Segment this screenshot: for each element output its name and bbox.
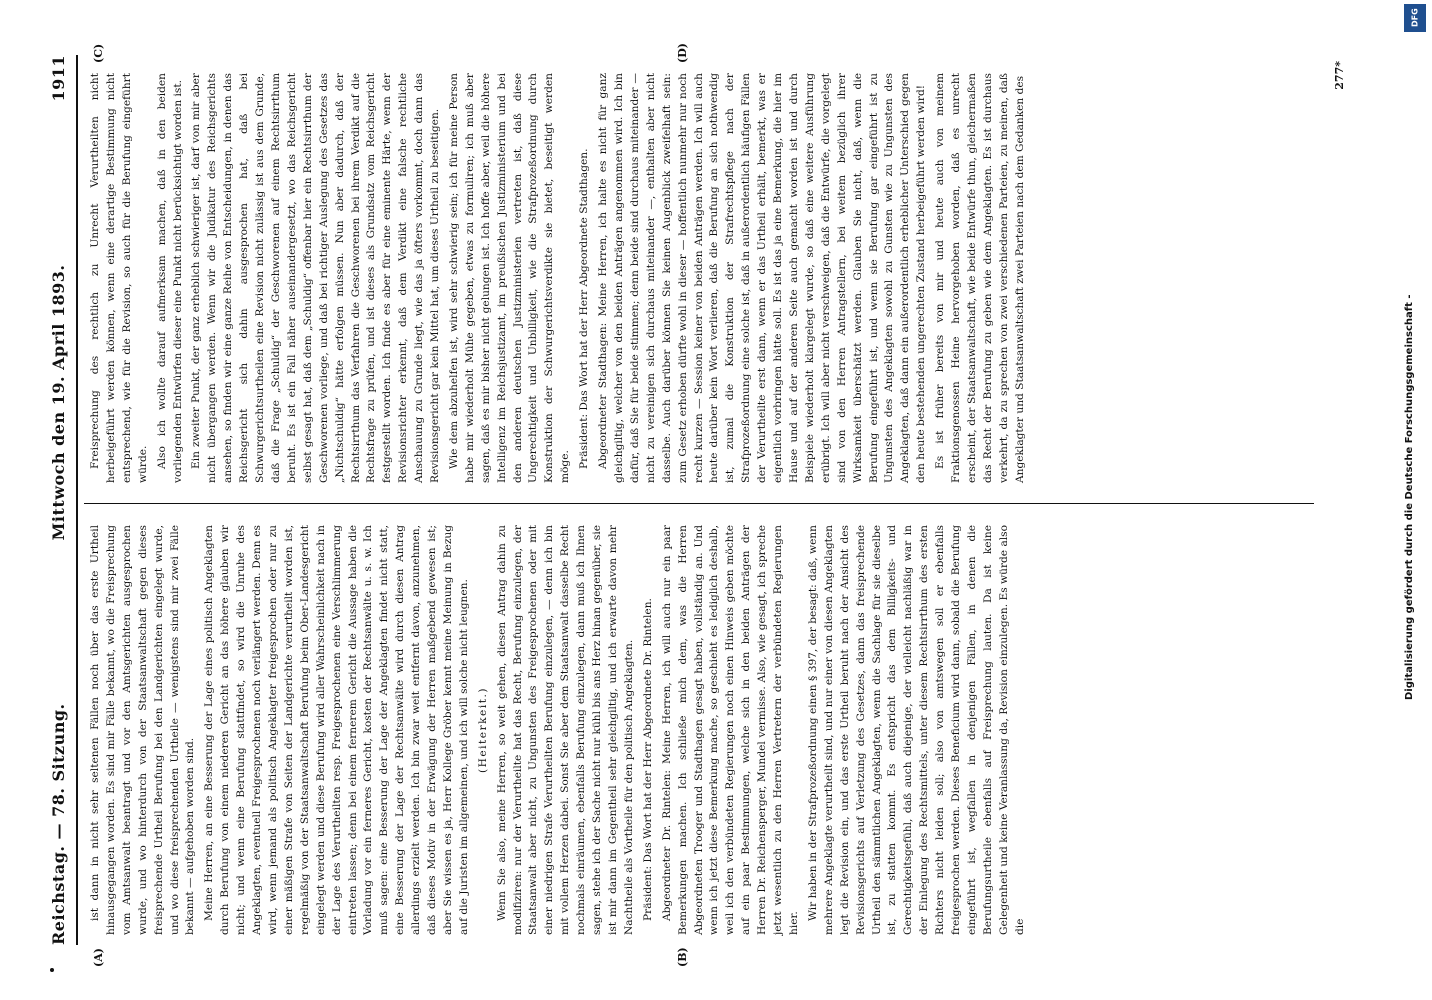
scan-speck — [50, 968, 54, 972]
interjection: (Heiterkeit.) — [476, 687, 489, 773]
paragraph: Abgeordneter Stadthagen: Meine Herren, ich halte es nicht für ganz gleichgiltig, welcher von den beiden Anträgen angenommen wird. Ich bin dafür, daß Sie für beide stimmen; denn beide sind durchaus miteinander — nicht zu vereinigen sich durchaus miteinander —, enthalten aber nicht dasselbe. Auch darüber können Sie keinen Augenblick zweifelhaft sein: zum Gesetz erhoben dürfte wohl in dieser — hoffentlich nunmehr nur noch recht kurzen — Session keiner von beiden Anträgen werden. Ich will auch heute darüber kein Wort verlieren, daß die Berufung an sich nothwendig ist, zumal die Konstruktion der Strafrechtspflege nach der Strafprozeßordnung eine solche ist, daß in außerordentlich häufigen Fällen der Verurtheilte erst dann, wenn er das Urtheil erhält, bemerkt, was er eigentlich vorbringen hätte soll. Es ist das ja eine Bemerkung, die hier im Hause und auf der anderen Seite auch gemacht worden ist und durch Beispiele wiederholt klargelegt wurde, so daß eine weitere Ausführung erübrigt. Ich will aber nicht verschweigen, daß die Entwürfe, die vorgelegt sind von den Herren Antragstellern, bei weitem bezüglich ihrer Wirksamkeit überschätzt werden. Glauben Sie nicht, daß, wenn die Berufung eingeführt ist, und wenn sie Berufung gar eingeführt ist zu Ungunsten des Angeklagten sowohl zu Gunsten wie zu Ungunsten des Angeklagten, daß dann ein außerordentlich erheblicher Unterschied gegen den heute bestehenden ungerechten Zustand herbeigeführt werden wird! — [597, 73, 928, 483]
newspaper-page — [26, 25, 1356, 975]
page-number: 277* — [1333, 61, 1346, 90]
speaker-announcement: Präsident: Das Wort hat der Herr Abgeordnete Stadthagen. — [578, 148, 591, 469]
page-header — [42, 55, 74, 945]
speaker-announcement: Präsident: Das Wort hat der Herr Abgeordnete Dr. Rintelen. — [641, 598, 654, 921]
margin-marker-d: (D) — [676, 43, 689, 63]
paragraph: Freisprechung des rechtlich zu Unrecht Verurtheilten nicht herbeigeführt werden können, wenn eine derartige Bestimmung nicht entsprechend, wie für die Revision, so auch für die Berufung eingeführt würde. — [89, 73, 149, 483]
right-column — [88, 73, 1032, 483]
header-left: Reichstag. — 78. Sitzung. — [48, 703, 68, 945]
dfg-logo: DFG — [1404, 4, 1426, 32]
column-divider — [84, 503, 1314, 504]
paragraph: Meine Herren, an eine Besserung der Lage eines politisch Angeklagten durch Berufung von einem niederen Gericht an das höhere glauben wir nicht; und wenn eine Berufung stattfindet, so wird die Unruhe des Angeklagten, eventuell Freigesprochenen noch verlängert werden. Denn es wird, wenn jemand als politisch Angeklagter freigesprochen oder nur zu einer mäßigen Strafe von Seiten der Landgerichte verurtheilt worden ist, regelmäßig von der Staatsanwaltschaft Berufung beim Ober-Landesgericht eingelegt werden und diese Berufung wird aller Wahrscheinlichkeit nach in der Lage des Verurtheilten resp. Freigesprochenen eine Verschlimmerung eintreten lassen; denn bei einem fernerem Gericht die Aussage haben die Vorladung vor ein ferneres Gericht, kosten der Rechtsanwälte u. s. w. Ich muß sagen: eine Besserung der Lage der Angeklagten findet nicht statt, eine Besserung der Lage der Rechtsanwälte wird durch diesen Antrag allerdings erzielt werden. Ich bin zwar weit entfernt davon, anzunehmen, daß dieses Motiv in der Erwägung der Herren maßgebend gewesen ist; aber Sie wissen es ja, Herr Kollege Gröber kennt meine Meinung in Bezug auf die Juristen im allgemeinen, und ich will solche nicht leugnen. — [203, 525, 470, 935]
paragraph: Wie dem abzuhelfen ist, wird sehr schwierig sein; ich für meine Person habe mir wiederholt Mühe gegeben, etwas zu formuliren; ich muß aber sagen, daß es mir bisher nicht gelungen ist. Ich hoffe aber, weil die höhere Intelligenz im Reichsjustizamt, im preußischen Justizministerium und bei den anderen deutschen Justizministerien vertreten ist, daß diese Ungerechtigkeit und Unbilligkeit, wie die Strafprozeßordnung durch Konstruktion der Schwurgerichtsverdikte sie bietet, beseitigt werden möge. — [447, 73, 572, 483]
margin-marker-a: (A) — [92, 948, 105, 967]
header-center: Mittwoch den 19. April 1893. — [48, 264, 68, 541]
paragraph: Wir haben in der Strafprozeßordnung einen § 397, der besagt: daß, wenn mehrere Angeklagte verurtheilt sind, und nur einer von diesen Angeklagten legt die Revision ein, und das erste Urtheil beruht nach der Ansicht des Revisionsgerichts auf Verletzung des Gesetzes, dann das freisprechende Urtheil den sämmtlichen Angeklagten, wenn die Sachlage für sie dieselbe ist, zu statten kommt. Es entspricht das dem Billigkeits- und Gerechtigkeitsgefühl, daß auch diejenige, der vielleicht nachläßig war in der Einlegung des Rechtsmittels, unter diesem Rechtsirrthum des ersten Richters nicht leiden soll; also von amtswegen soll er ebenfalls freigesprochen werden. Dieses Beneficium wird dann, sobald die Berufung eingeführt ist, wegfallen in denjenigen Fällen, in denen die Berufungsurtheile ebenfalls auf Freisprechung lauten. Da ist keine Gelegenheit und keine Veranlassung da, Revision einzulegen. Es würde also die — [806, 525, 1026, 935]
margin-marker-c: (C) — [92, 43, 105, 63]
paragraph: Es ist früher bereits von mir und heute auch von meinem Fraktionsgenossen Heine hervorgehoben worden, daß es unrecht erscheint, der Staatsanwaltschaft, wie beide Entwürfe thun, gleichermaßen das Recht der Berufung zu geben wie dem Angeklagten. Es ist durchaus verkehrt, da zu sprechen von zwei verschiedenen Parteien, zu meinen, daß Angeklagter und Staatsanwaltschaft zwei Parteien nach dem Gedanken des — [934, 73, 1026, 483]
paragraph: ist dann in nicht sehr seltenen Fällen noch über das erste Urtheil hinausgegangen worden. Es sind mir Fälle bekannt, wo die Freisprechung vom Amtsanwalt beantragt und vor den Amtsgerichten ausgesprochen wurde, und wo hinterdurch von der Staatsanwaltschaft gegen dieses freisprechende Urtheil Berufung bei den Landgerichten eingelegt wurde, und wo diese freisprechenden Urtheile — wenigstens sind mir zwei Fälle bekannt — aufgehoben worden sind. — [89, 525, 197, 935]
header-rule — [76, 55, 78, 945]
funding-credit: Digitalisierung gefördert durch die Deutsche Forschungsgemeinschaft - — [1404, 294, 1415, 700]
paragraph: Wenn Sie also, meine Herren, so weit gehen, diesen Antrag dahin zu modifiziren: nur der Verurtheilte hat das Recht, Berufung einzulegen, der Staatsanwalt aber nicht, zu Ungunsten des Freigesprochenen oder mit einer niedrigen Strafe Verurtheilten Berufung einzulegen, — denn ich bin mit vollem Herzen dabei. Sonst Sie aber dem Staatsanwalt dasselbe Recht nochmals einräumen, ebenfalls Berufung einzulegen, dann muß ich Ihnen sagen, stehe ich der Sache nicht nur kühl bis ans Herz hinan gegenüber, sie ist mir dann im Gegentheil sehr gleichgiltig, und ich erwarte davon mehr Nachtheile als Vortheile für den politisch Angeklagten. — [495, 525, 635, 935]
header-right: 1911 — [48, 55, 68, 102]
digitization-sidebar — [1400, 0, 1430, 1000]
paragraph: Also ich wollte darauf aufmerksam machen, daß in den beiden vorliegenden Entwürfen dieser eine Punkt nicht berücksichtigt worden ist. — [155, 73, 184, 483]
paragraph: Ein zweiter Punkt, der ganz erheblich schwieriger ist, darf von mir aber nicht übergangen werden. Wenn wir die Judikatur des Reichsgerichts ansehen, so finden wir eine ganze Reihe von Entscheidungen, in denen das Reichsgericht sich dahin ausgesprochen hat, daß bei Schwurgerichtsurtheilen eine Revision nicht zulässig ist aus dem Grunde, daß die Frage „Schuldig“ der Geschworenen auf einem Rechtsirrthum beruht. Es ist ein Fall näher auseinandergesetzt, wo das Reichsgericht selbst gesagt hat, daß dem „Schuldig“ offenbar hier ein Rechtsirrthum der Geschworenen vorliege, und daß bei richtiger Auslegung des Gesetzes das „Nichtschuldig“ hätte erfolgen müssen. Nun aber dadurch, daß der Rechtsirrthum das Verfahren die Geschworenen bei ihrem Verdikt auf die Rechtsfrage zu prüfen, und ist dieses als Grundsatz vom Reichsgericht festgestellt worden. Ich finde es aber für eine eminente Härte, wenn der Revisionsrichter erkennt, daß dem Verdikt eine falsche rechtliche Anschauung zu Grunde liegt, wie das ja öfters vorkommt, doch dann das Revisionsgericht gar kein Mittel hat, um dieses Urtheil zu beseitigen. — [190, 73, 442, 483]
left-column — [88, 525, 1032, 935]
paragraph: Abgeordneter Dr. Rintelen: Meine Herren, ich will auch nur ein paar Bemerkungen machen. Ich schließe mich dem, was die Herren Abgeordneten Trooger und Stadthagen gesagt haben, vollständig an. Und wenn ich jetzt diese Bemerkung mache, so geschieht es lediglich deshalb, weil ich den verbündeten Regierungen noch einen Hinweis geben möchte auf ein paar Bestimmungen, welche sich in den beiden Anträgen der Herren Dr. Reichensperger, Mundel vermisse. Also, wie gesagt, ich spreche jetzt wesentlich zu den Herren Vertretern der verbündeten Regierungen hier. — [660, 525, 800, 935]
margin-marker-b: (B) — [676, 947, 689, 967]
